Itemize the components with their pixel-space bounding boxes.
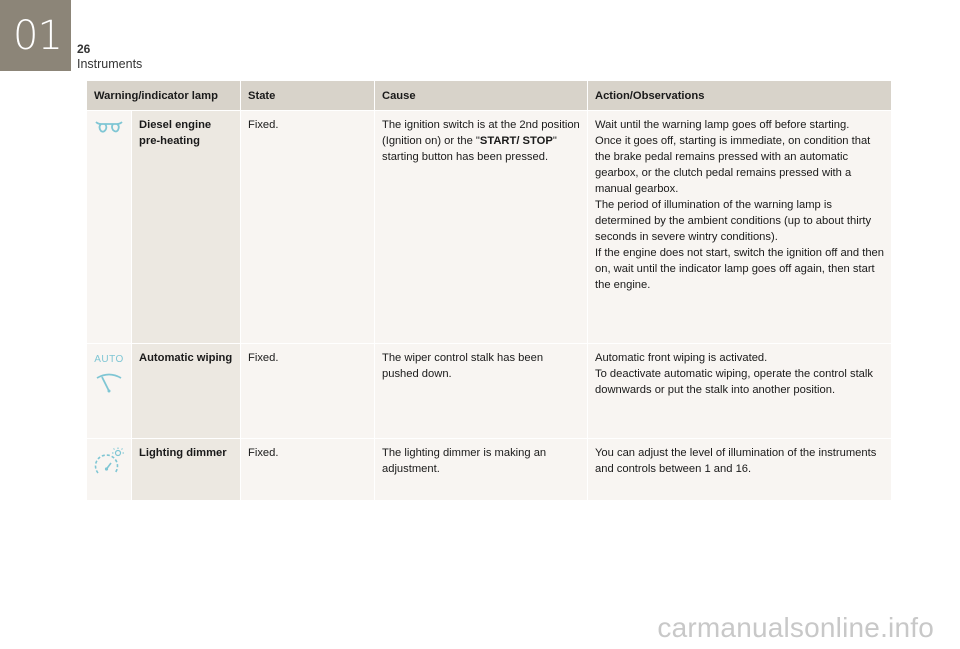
warning-lamp-table	[86, 80, 892, 501]
table-row	[87, 439, 892, 501]
lamp-state: Fixed.	[241, 111, 375, 344]
lamp-action: You can adjust the level of illumination of the instruments and controls between 1 and 16.	[588, 439, 892, 501]
lamp-name: Diesel engine pre-heating	[132, 111, 241, 344]
header-state: State	[241, 81, 375, 111]
header-cause: Cause	[375, 81, 588, 111]
lamp-state: Fixed.	[241, 344, 375, 439]
lamp-action: Automatic front wiping is activated. To deactivate automatic wiping, operate the control stalk downwards or put the stalk into another position.	[588, 344, 892, 439]
lamp-action: Wait until the warning lamp goes off before starting. Once it goes off, starting is immediate, on condition that the brake pedal remains pressed with an automatic gearbox, or the clutch pedal remains pressed with a manual gearbox. The period of illumination of the warning lamp is determined by the ambient conditions (up to about thirty seconds in severe wintry conditions). If the engine does not start, switch the ignition off and then on, wait until the indicator lamp goes off again, then start the engine.	[588, 111, 892, 344]
icon-cell	[87, 111, 132, 344]
chapter-tab	[0, 0, 71, 71]
glow-plug-icon	[89, 119, 129, 135]
cause-text-end: " starting button has been pressed.	[382, 135, 557, 163]
auto-wiping-icon	[89, 352, 129, 394]
cause-text: The ignition switch is at the 2nd position (Ignition on) or the "	[382, 119, 580, 147]
table-row	[87, 111, 892, 344]
lighting-dimmer-icon	[89, 447, 129, 477]
lamp-cause: The lighting dimmer is making an adjustment.	[375, 439, 588, 501]
page-number: 26	[77, 42, 91, 56]
start-stop-label: START/ STOP	[479, 135, 553, 147]
lamp-name: Lighting dimmer	[132, 439, 241, 501]
chapter-number: 01	[13, 12, 62, 59]
lamp-cause: The wiper control stalk has been pushed down.	[375, 344, 588, 439]
watermark: carmanualsonline.info	[657, 612, 934, 643]
lamp-name: Automatic wiping	[132, 344, 241, 439]
icon-cell	[87, 439, 132, 501]
table-row	[87, 344, 892, 439]
lamp-state: Fixed.	[241, 439, 375, 501]
section-title: Instruments	[77, 57, 143, 71]
table-header-row	[87, 81, 892, 111]
header-lamp: Warning/indicator lamp	[87, 81, 241, 111]
auto-label: AUTO	[94, 354, 124, 365]
icon-cell	[87, 344, 132, 439]
header-action: Action/Observations	[588, 81, 892, 111]
lamp-cause	[375, 111, 588, 344]
